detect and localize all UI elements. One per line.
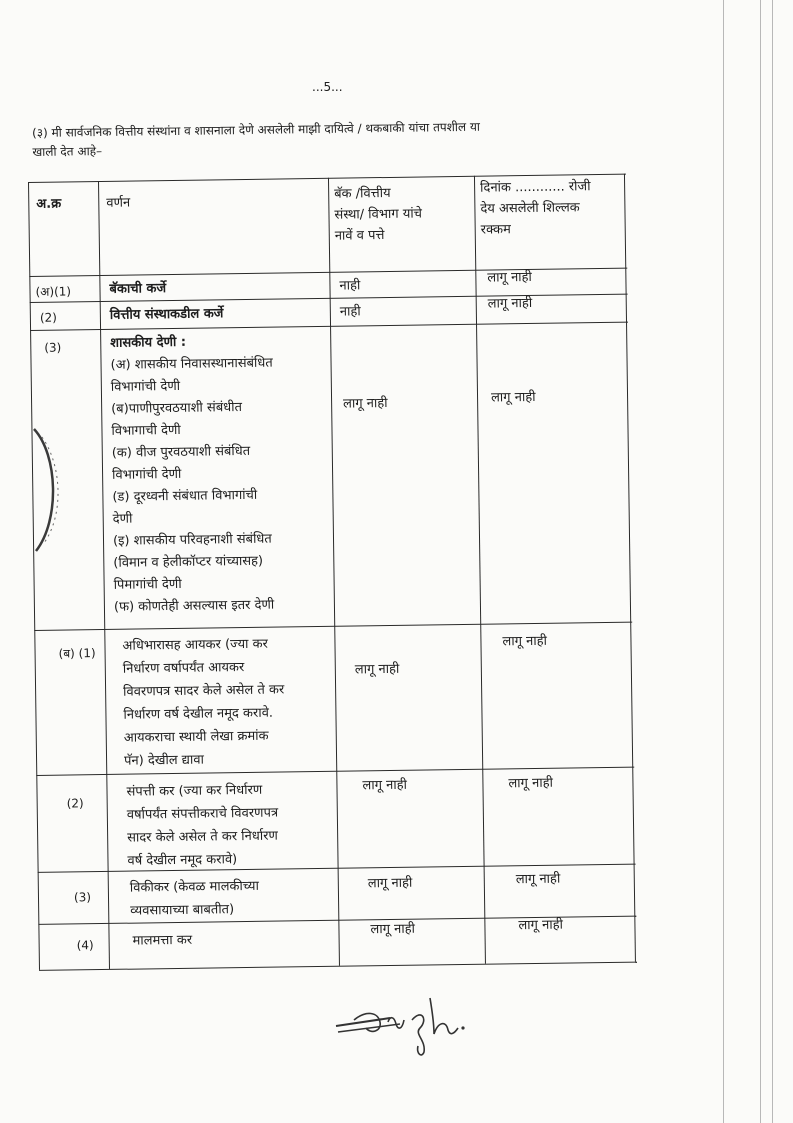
row-amount: लागू नाही [490, 389, 536, 406]
row-description: अधिभारासह आयकर (ज्या कर निर्धारण वर्षापर्यंत आयकर विवरणपत्र सादर केले असेल ते कर निर्धारण वर्ष देखील नमूद करावे. आयकराचा स्थायी लेखा क्रमांक पॅन) देखील द्यावा [122, 636, 285, 769]
signature-image [330, 990, 490, 1060]
row-bank: लागू नाही [370, 921, 416, 938]
row-amount: लागू नाही [487, 269, 532, 286]
row-bank: लागू नाही [354, 661, 400, 678]
row-number: (3) [44, 340, 62, 355]
row-description: विकीकर (केवळ मालकीच्या व्यवसायाच्या बाबतीत) [129, 878, 260, 919]
page-edge-line [760, 0, 761, 1123]
liabilities-table [28, 174, 637, 970]
row-amount: लागू नाही [508, 775, 554, 792]
row-number: (4) [76, 938, 94, 953]
stamp-mark-icon [28, 425, 68, 555]
row-number: (2) [66, 796, 84, 811]
page-edge-line [772, 0, 773, 1123]
header-bank: बॅक /वित्तीय संस्था/ विभाग यांचे नावें व पत्ते [334, 185, 423, 244]
page-edge-line [723, 0, 724, 1123]
row-amount: लागू नाही [515, 871, 561, 888]
row-bank: लागू नाही [343, 396, 388, 412]
row-amount: लागू नाही [487, 295, 533, 312]
row-number: (ब) (1) [58, 646, 96, 661]
intro-line: खाली देत आहे– [32, 144, 103, 159]
intro-line: (३) मी सार्वजनिक वित्तीय संस्थांना व शासनाला देणे असलेली माझी दायित्वे / थकबाकी यांचा तपशील या [32, 119, 481, 140]
intro-paragraph [32, 116, 632, 162]
header-amount: दिनांक ............ रोजी देय असलेली शिल्लक रक्कम [480, 179, 591, 238]
row-amount: लागू नाही [502, 633, 548, 650]
row-description: मालमत्ता कर [132, 932, 193, 949]
header-description: वर्णन [106, 195, 131, 211]
row-number: (2) [39, 310, 57, 325]
row-bank: नाही [339, 278, 361, 294]
page-number: ...5... [312, 80, 343, 94]
row-number: (अ)(1) [35, 284, 72, 299]
row-description: बॅकाची कर्जे [109, 281, 167, 297]
row-number: (3) [73, 890, 92, 905]
row-description: शासकीय देणी : (अ) शासकीय निवासस्थानासंबंधित विभागांची देणी (ब)पाणीपुरवठयाशी संबंधीत विभागाची देणी (क) वीज पुरवठयाशी संबंधित विभागांची देणी (ड) दूरध्वनी संबंधात विभागांची देणी (इ) शासकीय परिवहनाशी संबंधित (विमान व हेलीकॉप्टर यांच्यासह) पिमागांची देणी (फ) कोणतेही असल्यास इतर देणी [110, 334, 275, 615]
row-bank: नाही [339, 304, 361, 320]
row-amount: लागू नाही [518, 917, 564, 934]
row-description: संपत्ती कर (ज्या कर निर्धारण वर्षापर्यंत संपत्तीकराचे विवरणपत्र सादर केले असेल ते कर निर्धारण वर्ष देखील नमूद करावे) [126, 782, 279, 869]
row-bank: लागू नाही [367, 875, 413, 892]
row-description: वित्तीय संस्थाकडील कर्जे [109, 306, 224, 323]
header-serial: अ.क्र [36, 196, 62, 212]
row-bank: लागू नाही [362, 777, 408, 794]
